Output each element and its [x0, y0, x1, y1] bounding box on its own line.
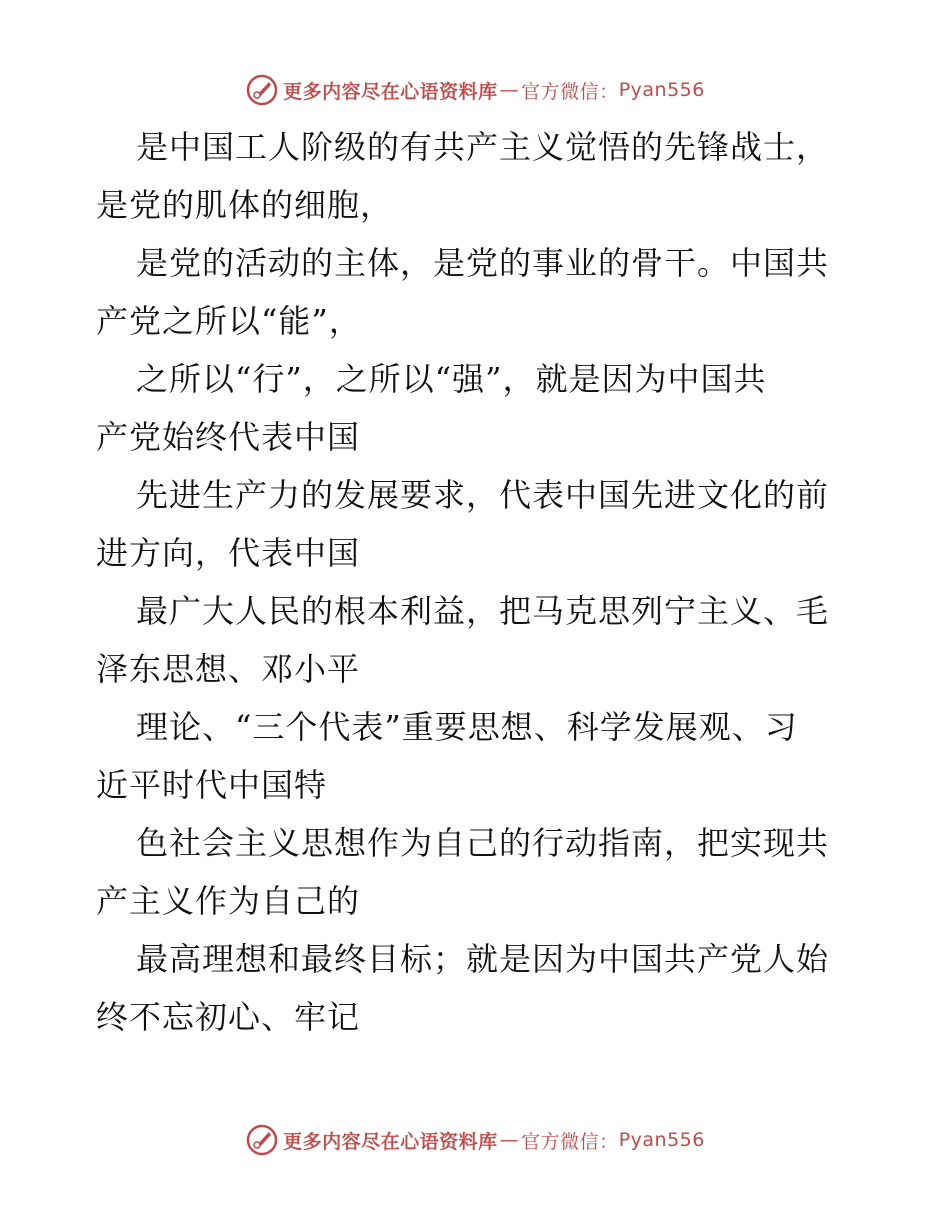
document-body: [96, 118, 856, 1046]
body-line: 近平时代中国特: [96, 766, 328, 804]
body-line: 是党的肌体的细胞，: [96, 186, 394, 224]
body-line: 色社会主义思想作为自己的行动指南，把实现共: [136, 824, 830, 862]
quill-seal-icon: [245, 73, 279, 107]
watermark-dash: —: [499, 1129, 520, 1151]
body-line: 产党之所以“能”，: [96, 302, 362, 340]
header-watermark: [0, 70, 950, 110]
watermark-wechat-id: Pyan556: [618, 79, 705, 101]
watermark-label: 更多内容尽在心语资料库: [283, 1130, 498, 1153]
body-line: 产主义作为自己的: [96, 882, 361, 920]
body-line: 泽东思想、邓小平: [96, 650, 361, 688]
body-line: 先进生产力的发展要求，代表中国先进文化的前: [136, 476, 830, 514]
watermark-dash: —: [499, 79, 520, 101]
body-line: 是党的活动的主体，是党的事业的骨干。中国共: [136, 244, 830, 282]
body-line: 最高理想和最终目标；就是因为中国共产党人始: [136, 940, 830, 978]
watermark-label: 更多内容尽在心语资料库: [283, 80, 498, 103]
body-line: 最广大人民的根本利益，把马克思列宁主义、毛: [136, 592, 830, 630]
watermark-wechat-label: 官方微信：: [521, 80, 619, 103]
watermark-wechat-id: Pyan556: [618, 1129, 705, 1151]
body-line: 产党始终代表中国: [96, 418, 361, 456]
quill-seal-icon: [245, 1123, 279, 1157]
body-line: 是中国工人阶级的有共产主义觉悟的先锋战士，: [136, 128, 830, 166]
watermark-wechat-label: 官方微信：: [521, 1130, 619, 1153]
body-line: 进方向，代表中国: [96, 534, 361, 572]
body-line: 理论、“三个代表”重要思想、科学发展观、习: [136, 708, 798, 746]
body-line: 终不忘初心、牢记: [96, 998, 361, 1036]
footer-watermark: [0, 1120, 950, 1160]
body-line: 之所以“行”，之所以“强”，就是因为中国共: [136, 360, 767, 398]
